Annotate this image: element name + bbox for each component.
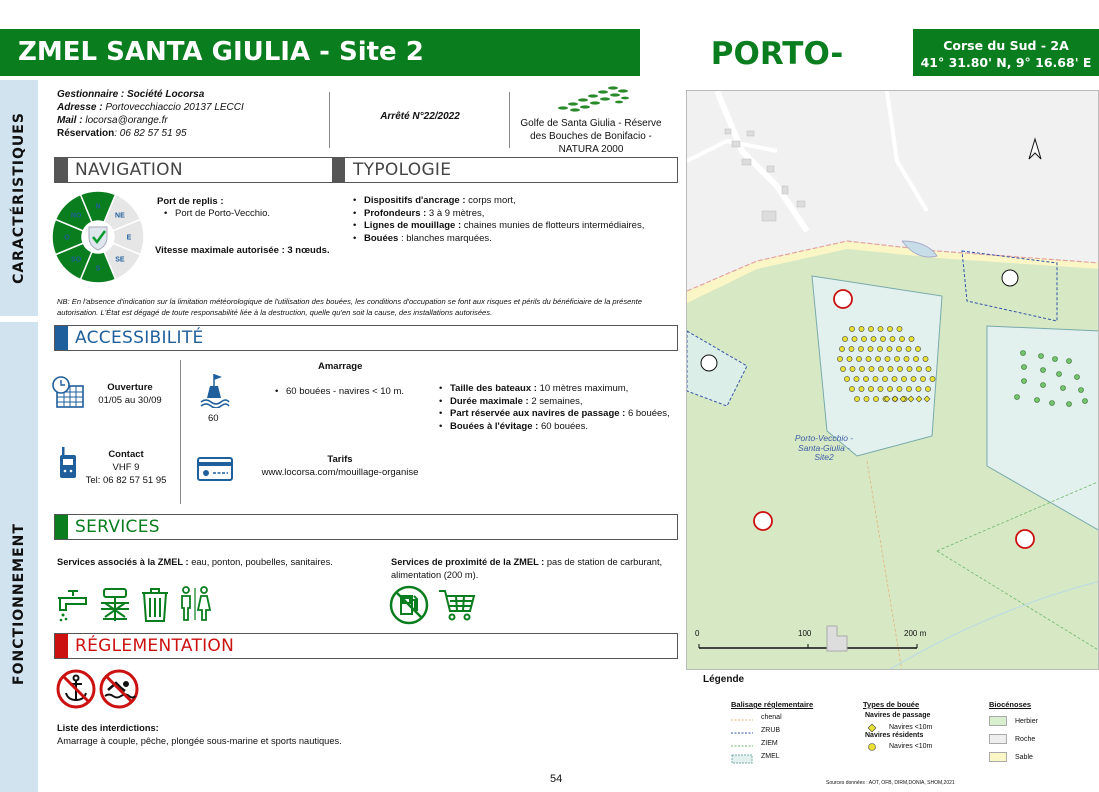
wind-label: E xyxy=(126,234,132,242)
amarrage-label: Amarrage xyxy=(318,361,363,372)
contact-label: Contact xyxy=(108,449,144,460)
buoy-marker xyxy=(850,366,855,371)
buoy-marker xyxy=(864,396,869,401)
city-name: PORTO- xyxy=(710,36,844,72)
shopping-cart-icon xyxy=(437,587,477,623)
wind-label: SE xyxy=(115,256,125,264)
buoy-marker xyxy=(849,326,854,331)
page-title: ZMEL SANTA GIULIA - Site 2 xyxy=(0,29,640,76)
address-line: Adresse : Portovecchiaccio 20137 LECCI xyxy=(57,102,244,113)
buoy-marker xyxy=(890,336,895,341)
nb-disclaimer: NB: En l'absence d'indication sur la limitation météorologique de l'utilisation des bouées, les conditions d'occupation se font aux risques et périls du bénéficiaire de la présente autorisation. L'État est dégagé de toute responsabilité liée à la destruction, quelle qu'en soit la cause, des installations autorisées. xyxy=(57,297,642,317)
buoy-marker xyxy=(897,326,902,331)
buoy-marker xyxy=(868,386,873,391)
buoy-marker xyxy=(901,376,906,381)
buoy-marker xyxy=(847,356,852,361)
accessibilite-header xyxy=(54,325,678,351)
buoy-marker xyxy=(923,356,928,361)
list-item: • Lignes de mouillage : chaines munies de flotteurs intermédiaires, xyxy=(352,220,672,233)
buoy-marker xyxy=(873,396,878,401)
amarrage-item: • 60 bouées - navires < 10 m. xyxy=(274,386,434,399)
list-item: • Bouées : blanches marquées. xyxy=(352,233,672,246)
accessibilite-title: ACCESSIBILITÉ xyxy=(75,328,204,348)
section-flag xyxy=(55,158,68,182)
payment-card-icon xyxy=(197,457,233,481)
buoy-marker xyxy=(839,346,844,351)
legend-balisage-title: Balisage réglementaire xyxy=(731,700,814,709)
buoy-marker xyxy=(878,366,883,371)
buoy-marker xyxy=(861,336,866,341)
buoy-marker xyxy=(844,376,849,381)
wind-label: S xyxy=(95,265,101,273)
arrete-number: Arrêté N°22/2022 xyxy=(380,111,460,122)
section-flag xyxy=(55,634,68,658)
port-label: Port de replis : xyxy=(157,196,224,207)
legend-title: Légende xyxy=(703,674,745,685)
buoy-marker xyxy=(866,356,871,361)
section-flag xyxy=(55,326,68,350)
legend-passage-sub: Navires <10m xyxy=(889,724,933,731)
section-flag xyxy=(55,515,68,539)
buoy-marker xyxy=(904,356,909,361)
legend-zrub: ZRUB xyxy=(761,727,781,734)
services-header xyxy=(54,514,678,540)
buoy-marker xyxy=(906,346,911,351)
buoy-marker xyxy=(897,366,902,371)
buoy-marker xyxy=(863,376,868,381)
buoy-marker xyxy=(926,366,931,371)
buoy-marker xyxy=(913,356,918,361)
no-fuel-station-icon xyxy=(389,585,429,625)
buoy-marker xyxy=(869,366,874,371)
amarrage-list xyxy=(274,386,434,399)
legend-chenal: chenal xyxy=(761,714,782,721)
tarifs-link[interactable]: www.locorsa.com/mouillage-organise xyxy=(261,467,419,478)
buoy-marker xyxy=(871,336,876,341)
buoy-marker xyxy=(887,386,892,391)
radio-icon xyxy=(58,447,78,479)
services-proximity: Services de proximité de la ZMEL : pas de station de carburant, alimentation (200 m). xyxy=(391,557,663,580)
buoy-marker xyxy=(880,336,885,341)
list-item: • Profondeurs : 3 à 9 mètres, xyxy=(352,208,672,221)
legend-biocenose-title: Biocénoses xyxy=(989,700,1032,709)
prohibitions-value: Amarrage à couple, pêche, plongée sous-marine et sports nautiques. xyxy=(57,736,342,746)
region-label: Corse du Sud - 2A xyxy=(943,38,1069,53)
buoy-marker xyxy=(868,346,873,351)
wind-label: NO xyxy=(70,212,82,220)
manager-info xyxy=(57,88,327,140)
buoy-marker xyxy=(854,396,859,401)
buoy-marker xyxy=(882,376,887,381)
buoy-marker xyxy=(842,336,847,341)
port-value: • Port de Porto-Vecchio. xyxy=(163,208,337,221)
wind-rose xyxy=(50,189,146,285)
access-details xyxy=(438,383,678,433)
water-tap-icon xyxy=(56,588,92,622)
buoy-marker xyxy=(873,376,878,381)
buoy-marker xyxy=(907,366,912,371)
contact xyxy=(84,448,168,487)
legend-resident-sub: Navires <10m xyxy=(889,743,933,750)
reservation-line: Réservation: 06 82 57 51 95 xyxy=(57,128,187,139)
services-associated: Services associés à la ZMEL : eau, ponton, poubelles, sanitaires. xyxy=(57,557,333,567)
buoy-marker xyxy=(849,386,854,391)
buoy-marker xyxy=(916,386,921,391)
wind-label: NE xyxy=(115,212,125,220)
typologie-list xyxy=(352,195,672,245)
side-bar-characteristics xyxy=(0,80,38,316)
no-anchoring-icon xyxy=(56,669,96,709)
buoy-marker xyxy=(852,336,857,341)
legend-resident: Navires résidents xyxy=(865,732,924,739)
buoy-marker xyxy=(856,356,861,361)
buoy-marker xyxy=(885,356,890,361)
buoy-marker xyxy=(878,386,883,391)
reglementation-header xyxy=(54,633,678,659)
fish-school-icon xyxy=(553,82,633,114)
reglementation-title: RÉGLEMENTATION xyxy=(75,636,235,656)
buoy-marker xyxy=(840,366,845,371)
buoy-marker xyxy=(849,346,854,351)
buoy-marker xyxy=(887,346,892,351)
buoy-marker xyxy=(899,336,904,341)
buoy-marker xyxy=(877,346,882,351)
legend-bouee-title: Types de bouée xyxy=(863,700,920,709)
mail-line: Mail : locorsa@orange.fr xyxy=(57,115,168,126)
divider xyxy=(329,92,330,148)
contact-vhf: VHF 9 xyxy=(112,462,140,473)
map-canvas xyxy=(687,91,1099,670)
max-speed: Vitesse maximale autorisée : 3 nœuds. xyxy=(155,245,330,256)
list-item: • Dispositifs d'ancrage : corps mort, xyxy=(352,195,672,208)
legend-herbier: Herbier xyxy=(1015,718,1038,725)
list-item: • Part réservée aux navires de passage : 6 bouées, xyxy=(438,408,678,421)
port-refuge xyxy=(157,195,337,221)
calendar-clock-icon xyxy=(51,375,85,409)
scale-0: 0 xyxy=(695,629,700,638)
buoy-marker xyxy=(911,376,916,381)
opening-label: Ouverture xyxy=(107,382,153,393)
data-sources: Sources données : AOT, OFB, DIRM,DONIA, SHOM,2021 xyxy=(826,780,955,786)
resident-buoy-icon xyxy=(867,742,877,752)
list-item: • Taille des bateaux : 10 mètres maximum, xyxy=(438,383,678,396)
buoy-marker xyxy=(888,366,893,371)
wind-label: N xyxy=(95,203,101,211)
section-flag xyxy=(332,158,345,182)
site-label: Porto-Vecchio - Santa-Giulia - Site2 xyxy=(794,433,854,462)
contact-tel: Tel: 06 82 57 51 95 xyxy=(85,475,167,486)
divider xyxy=(509,92,510,148)
tarifs xyxy=(250,453,430,479)
location-box xyxy=(913,29,1099,76)
services-title: SERVICES xyxy=(75,517,160,537)
buoy-marker xyxy=(858,346,863,351)
navigation-title: NAVIGATION xyxy=(75,160,183,180)
herbier-swatch xyxy=(989,716,1007,726)
page-number: 54 xyxy=(550,773,563,785)
buoy-marker xyxy=(930,376,935,381)
prohibitions xyxy=(57,722,342,748)
side-label-operation: FONCTIONNEMENT xyxy=(11,523,27,685)
legend-sable: Sable xyxy=(1015,754,1033,761)
tarifs-label: Tarifs xyxy=(327,454,353,465)
buoy-count: 60 xyxy=(208,413,219,424)
buoy-marker xyxy=(859,326,864,331)
buoy-marker xyxy=(909,336,914,341)
divider xyxy=(180,360,181,504)
buoy-marker xyxy=(920,376,925,381)
prohibitions-label: Liste des interdictions: xyxy=(57,723,159,733)
wind-label: SO xyxy=(71,256,82,264)
buoy-marker xyxy=(859,366,864,371)
site-map xyxy=(686,90,1099,670)
list-item: • Bouées à l'évitage : 60 bouées. xyxy=(438,421,678,434)
legend-zmel: ZMEL xyxy=(761,753,780,760)
opening xyxy=(85,381,175,407)
legend-roche: Roche xyxy=(1015,736,1036,743)
side-bar-operation xyxy=(0,322,38,792)
buoy-marker xyxy=(837,356,842,361)
buoy-marker xyxy=(906,386,911,391)
buoy-marker xyxy=(875,356,880,361)
list-item: • Durée maximale : 2 semaines, xyxy=(438,396,678,409)
navigation-typologie-header xyxy=(54,157,678,183)
roche-swatch xyxy=(989,734,1007,744)
trash-bin-icon xyxy=(140,588,170,622)
buoy-marker xyxy=(878,326,883,331)
legend-passage: Navires de passage xyxy=(865,712,931,719)
natura-label: Golfe de Santa Giulia - Réserve des Bouches de Bonifacio - NATURA 2000 xyxy=(520,118,662,155)
side-label-characteristics: CARACTÉRISTIQUES xyxy=(11,112,27,284)
scale-200: 200 m xyxy=(904,629,927,638)
buoy-marker xyxy=(892,376,897,381)
typologie-title: TYPOLOGIE xyxy=(353,160,452,180)
buoy-marker xyxy=(925,386,930,391)
buoy-marker xyxy=(916,366,921,371)
buoy-marker xyxy=(894,356,899,361)
manager-line: Gestionnaire : Société Locorsa xyxy=(57,89,205,100)
buoy-marker xyxy=(854,376,859,381)
sable-swatch xyxy=(989,752,1007,762)
pontoon-icon xyxy=(97,587,133,623)
no-swimming-icon xyxy=(99,669,139,709)
buoy-marker xyxy=(897,386,902,391)
opening-value: 01/05 au 30/09 xyxy=(98,395,162,406)
legend-ziem: ZIEM xyxy=(761,740,778,747)
buoy-marker xyxy=(896,346,901,351)
coordinates-label: 41° 31.80' N, 9° 16.68' E xyxy=(920,55,1092,70)
buoy-marker xyxy=(887,326,892,331)
restroom-icon xyxy=(176,586,214,622)
buoy-marker xyxy=(915,346,920,351)
buoy-icon xyxy=(198,372,230,408)
buoy-marker xyxy=(859,386,864,391)
buoy-marker xyxy=(868,326,873,331)
wind-label: O xyxy=(64,234,70,242)
scale-100: 100 xyxy=(798,629,812,638)
